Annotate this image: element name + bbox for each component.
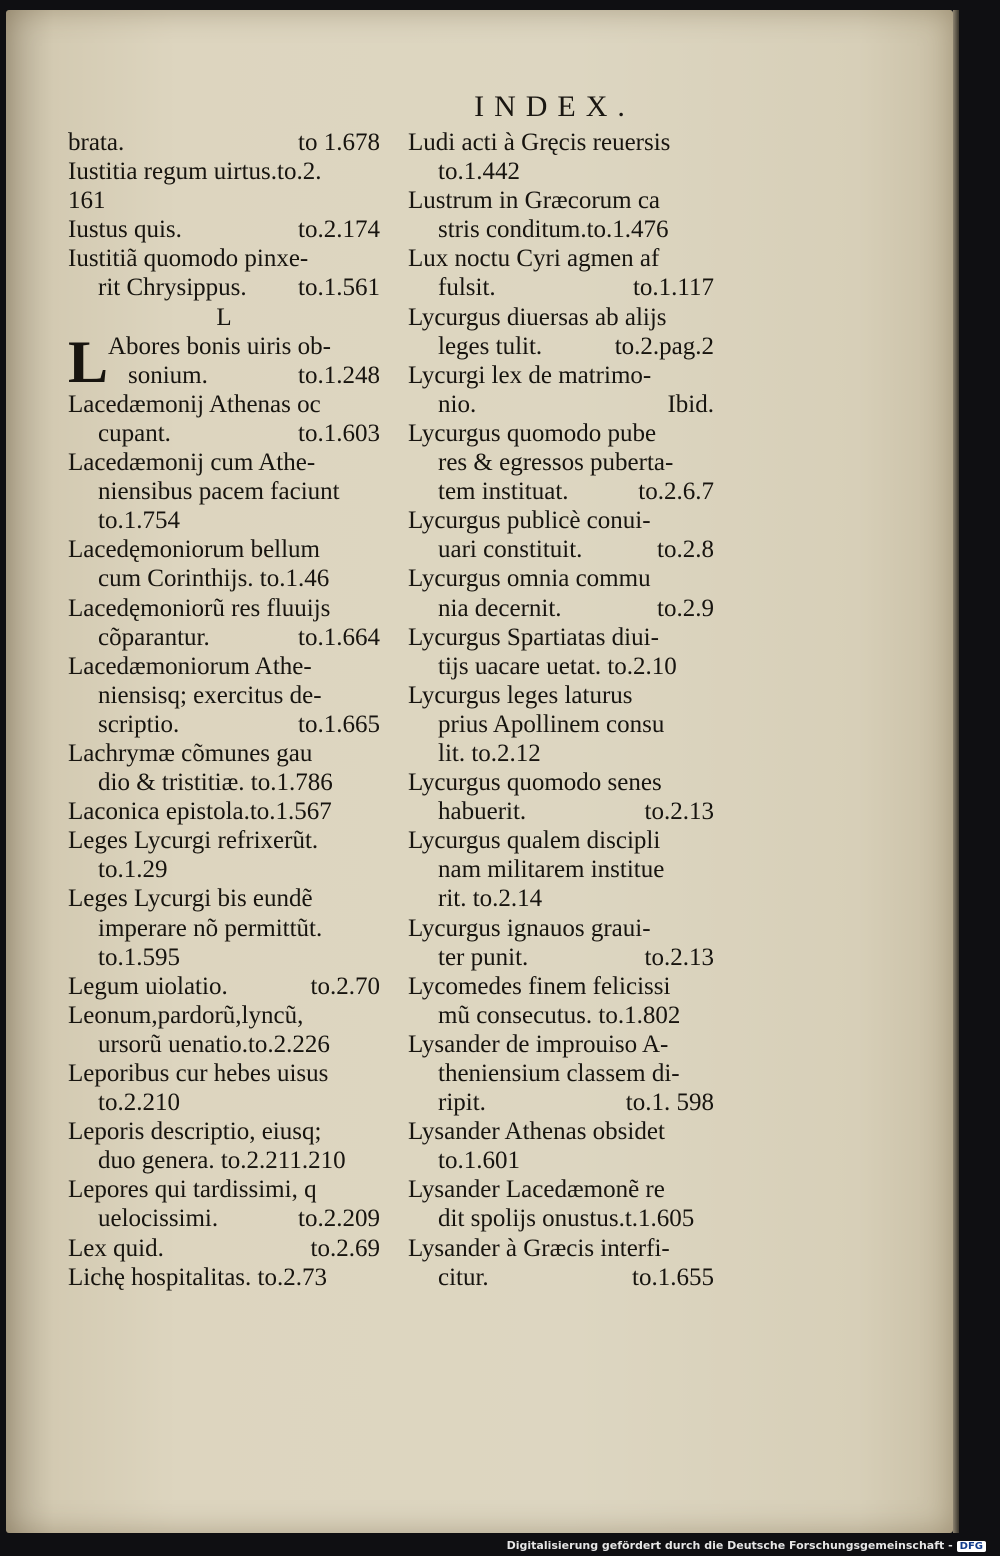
entry-line	[408, 681, 714, 710]
index-entry	[408, 1030, 714, 1117]
entry-line	[68, 128, 380, 157]
entry-text: Lycurgi lex de matrimo-	[408, 361, 652, 389]
index-entry	[68, 1001, 380, 1059]
entry-line	[408, 273, 714, 302]
page-reference: to.2.174	[298, 216, 380, 244]
page-reference: to.2.13	[644, 943, 714, 971]
entry-line	[68, 332, 380, 361]
page-reference: to.2.209	[298, 1205, 380, 1233]
entry-text: Lysander Lacedæmonẽ re	[408, 1176, 665, 1204]
page-reference: to.1. 598	[625, 1089, 714, 1117]
entry-text: Lachrymæ cõmunes gau	[68, 739, 313, 767]
entry-line	[408, 1146, 714, 1175]
entry-text: mũ consecutus. to.1.802	[438, 1001, 681, 1029]
entry-text: Leporibus cur hebes uisus	[68, 1060, 329, 1087]
entry-text: rit Chrysippus.	[98, 274, 247, 302]
funding-footer	[507, 1539, 986, 1552]
entry-text: Lux noctu Cyri agmen af	[408, 245, 660, 273]
index-entry	[68, 157, 380, 215]
entry-text: lit. to.2.12	[438, 739, 541, 767]
entry-text: to.1.595	[98, 943, 180, 971]
page-reference: Ibid.	[667, 390, 714, 418]
entry-line	[68, 273, 380, 302]
entry-text: to.1.442	[438, 158, 520, 186]
entry-text: nam militarem institue	[438, 856, 665, 884]
entry-line	[68, 1059, 380, 1088]
entry-text: Leges Lycurgi bis eundẽ	[68, 885, 313, 913]
entry-text: Leges Lycurgi refrixerũt.	[68, 827, 319, 855]
entry-line	[408, 128, 714, 157]
entry-text: dit spolijs onustus.t.1.605	[438, 1205, 695, 1233]
entry-text: Lycurgus publicè conui-	[408, 507, 651, 535]
entry-text: Lycurgus quomodo pube	[408, 419, 657, 447]
page-reference: to.1.664	[298, 623, 380, 651]
entry-line	[68, 361, 380, 390]
entry-line	[68, 1001, 380, 1030]
entry-line	[68, 768, 380, 797]
entry-line	[68, 419, 380, 448]
entry-text: Leonum,pardorũ,lyncũ,	[68, 1001, 304, 1029]
entry-text: scriptio.	[98, 710, 180, 738]
entry-text: Iustus quis.	[68, 216, 182, 244]
entry-line	[408, 1001, 714, 1030]
book-page	[6, 10, 953, 1533]
entry-text: stris conditum.to.1.476	[438, 216, 669, 244]
entry-text: Lycurgus leges laturus	[408, 681, 633, 709]
entry-text: Lycurgus Spartiatas diui-	[408, 623, 659, 651]
entry-text: sonium.	[128, 361, 208, 389]
entry-line	[68, 1234, 380, 1263]
entry-line	[408, 884, 714, 913]
entry-line	[408, 943, 714, 972]
index-entry	[68, 244, 380, 302]
entry-line	[408, 1204, 714, 1233]
entry-line	[408, 1030, 714, 1059]
index-entry	[68, 448, 380, 535]
entry-line	[408, 623, 714, 652]
entry-text: Abores bonis uiris ob-	[108, 332, 331, 360]
entry-text: brata.	[68, 129, 125, 156]
page-reference: to.1.248	[298, 361, 380, 389]
index-entry	[68, 972, 380, 1001]
page-reference: to.2.69	[310, 1234, 380, 1262]
entry-text: Lacedęmoniorum bellum	[68, 536, 321, 564]
entry-line	[68, 972, 380, 1001]
entry-text: tem instituat.	[438, 478, 569, 506]
index-column-right	[408, 128, 714, 1292]
entry-line	[408, 710, 714, 739]
dfg-logo: DFG	[957, 1541, 986, 1552]
entry-line	[408, 739, 714, 768]
entry-text: Lycurgus omnia commu	[408, 565, 651, 593]
entry-text: cõparantur.	[98, 623, 210, 651]
index-entry	[408, 681, 714, 768]
entry-line	[68, 1175, 380, 1204]
entry-text: imperare nõ permittũt.	[98, 914, 323, 942]
entry-text: to.1.754	[98, 507, 180, 535]
entry-line	[408, 564, 714, 593]
index-entry	[408, 128, 714, 186]
entry-text: Iustitia regum uirtus.to.2.	[68, 158, 322, 186]
entry-line	[408, 244, 714, 273]
entry-text: niensibus pacem faciunt	[98, 478, 340, 506]
entry-text: Lycurgus qualem discipli	[408, 827, 661, 855]
entry-line	[408, 448, 714, 477]
index-entry	[68, 328, 380, 395]
index-entry	[68, 215, 380, 244]
entry-line	[68, 710, 380, 739]
entry-line	[68, 564, 380, 593]
entry-line	[408, 914, 714, 943]
entry-line	[408, 303, 714, 332]
entry-line	[68, 855, 380, 884]
index-entry	[68, 739, 380, 797]
entry-line	[68, 884, 380, 913]
entry-line	[408, 535, 714, 564]
page-reference: to.1.117	[632, 274, 714, 302]
entry-text: rit. to.2.14	[438, 885, 543, 913]
page-reference: to.2.13	[644, 798, 714, 826]
entry-text: duo genera. to.2.211.210	[98, 1147, 346, 1175]
entry-text: to.2.210	[98, 1089, 180, 1117]
entry-text: Lysander à Græcis interfi-	[408, 1234, 670, 1262]
entry-text: Lacedęmoniorũ res fluuijs	[68, 594, 331, 622]
entry-line	[408, 1234, 714, 1263]
entry-text: tijs uacare uetat. to.2.10	[438, 652, 677, 680]
entry-text: Iustitiã quomodo pinxe-	[68, 245, 309, 273]
section-letter-heading: L	[216, 303, 232, 331]
index-entry	[68, 797, 380, 826]
page-reference: to.1.603	[298, 419, 380, 447]
entry-text: Leporis descriptio, eiusq;	[68, 1118, 322, 1146]
entry-line	[408, 1117, 714, 1146]
entry-text: Laconica epistola.to.1.567	[68, 798, 332, 826]
entry-line	[68, 1088, 380, 1117]
entry-text: citur.	[438, 1263, 489, 1291]
entry-line	[68, 1146, 380, 1175]
page-reference: to.2.70	[310, 972, 380, 1000]
entry-line	[408, 1263, 714, 1292]
entry-text: niensisq; exercitus de-	[98, 681, 322, 709]
index-entry	[408, 1234, 714, 1292]
index-entry	[408, 1175, 714, 1233]
entry-line	[408, 157, 714, 186]
page-reference: to.2.pag.2	[614, 332, 714, 360]
entry-line	[68, 535, 380, 564]
index-entry	[68, 1117, 380, 1175]
entry-text: Lycurgus ignauos graui-	[408, 914, 651, 942]
index-entry	[408, 768, 714, 826]
entry-text: Lepores qui tardissimi, q	[68, 1176, 317, 1204]
page-reference: to.2.6.7	[638, 478, 714, 506]
index-entry	[408, 361, 714, 419]
index-entry	[68, 826, 380, 884]
entry-line	[68, 390, 380, 419]
entry-line	[408, 594, 714, 623]
entry-text: Lacedæmonij cum Athe-	[68, 449, 316, 477]
entry-text: Lex quid.	[68, 1234, 164, 1262]
entry-line	[408, 332, 714, 361]
entry-text: Lacedæmoniorum Athe-	[68, 652, 312, 680]
entry-line	[408, 797, 714, 826]
index-entry	[68, 652, 380, 739]
entry-line	[68, 1263, 380, 1292]
entry-line	[68, 594, 380, 623]
entry-text: Lycomedes finem felicissi	[408, 972, 671, 1000]
entry-line	[68, 215, 380, 244]
page-reference: to.1.655	[632, 1263, 714, 1291]
entry-text: dio & tristitiæ. to.1.786	[98, 769, 333, 797]
entry-text: to.1.601	[438, 1147, 520, 1175]
page-reference: to.2.9	[657, 594, 714, 622]
entry-text: nia decernit.	[438, 594, 562, 622]
entry-line	[408, 972, 714, 1001]
entry-line	[68, 477, 380, 506]
entry-text: cum Corinthijs. to.1.46	[98, 565, 330, 593]
entry-text: res & egressos puberta-	[438, 449, 674, 477]
entry-line	[68, 652, 380, 681]
entry-text: Lysander Athenas obsidet	[408, 1118, 665, 1146]
entry-line	[68, 448, 380, 477]
entry-text: uari constituit.	[438, 536, 583, 564]
entry-line	[68, 623, 380, 652]
entry-text: Lycurgus quomodo senes	[408, 769, 662, 797]
entry-line	[408, 826, 714, 855]
entry-text: Ludi acti à Gręcis reuersis	[408, 129, 671, 156]
entry-text: fulsit.	[438, 274, 496, 302]
entry-text: cupant.	[98, 419, 171, 447]
entry-text: habuerit.	[438, 798, 527, 826]
entry-line	[68, 244, 380, 273]
entry-line	[408, 186, 714, 215]
entry-line	[68, 943, 380, 972]
index-entry	[408, 303, 714, 361]
index-entry	[68, 1263, 380, 1292]
index-entry	[408, 623, 714, 681]
entry-text: Lustrum in Græcorum ca	[408, 187, 661, 215]
entry-line	[408, 1175, 714, 1204]
index-entry	[408, 506, 714, 564]
drop-cap-initial: L	[68, 328, 109, 395]
entry-text: to.1.29	[98, 856, 168, 884]
entry-line	[68, 1117, 380, 1146]
footer-text: Digitalisierung gefördert durch die Deutsche Forschungsgemeinschaft -	[506, 1539, 953, 1552]
entry-line	[68, 826, 380, 855]
entry-line	[68, 681, 380, 710]
index-entry	[408, 826, 714, 913]
entry-line	[408, 506, 714, 535]
entry-text: uelocissimi.	[98, 1205, 219, 1233]
entry-line	[68, 157, 380, 186]
page-reference: to.1.561	[298, 274, 380, 302]
page-reference: to.1.665	[298, 710, 380, 738]
entry-line	[68, 797, 380, 826]
entry-line	[408, 1088, 714, 1117]
entry-line	[68, 914, 380, 943]
index-entry	[408, 186, 714, 244]
index-entry	[408, 564, 714, 622]
entry-line	[408, 390, 714, 419]
page-reference: to 1.678	[298, 129, 380, 156]
entry-line	[68, 186, 380, 215]
entry-text: 161	[68, 187, 106, 215]
entry-line	[68, 1030, 380, 1059]
index-entry	[408, 914, 714, 972]
index-entry	[408, 972, 714, 1030]
entry-text: ursorũ uenatio.to.2.226	[98, 1030, 330, 1058]
index-entry	[68, 535, 380, 593]
index-entry	[408, 419, 714, 506]
page-edge	[953, 10, 959, 1533]
index-entry	[408, 1117, 714, 1175]
entry-text: Lacedæmonij Athenas oc	[68, 390, 321, 418]
entry-line	[408, 215, 714, 244]
index-entry	[68, 884, 380, 971]
entry-text: Legum uiolatio.	[68, 972, 228, 1000]
entry-text: leges tulit.	[438, 332, 543, 360]
index-entry	[408, 244, 714, 302]
page-reference: to.2.8	[657, 536, 714, 564]
entry-text: nio.	[438, 390, 477, 418]
entry-line	[68, 506, 380, 535]
entry-text: ter punit.	[438, 943, 529, 971]
index-entry	[68, 390, 380, 448]
entry-text: Lichę hospitalitas. to.2.73	[68, 1263, 327, 1291]
index-entry	[68, 1234, 380, 1263]
index-entry	[68, 128, 380, 157]
entry-line	[408, 361, 714, 390]
index-entry	[68, 594, 380, 652]
entry-text: Lycurgus diuersas ab alijs	[408, 303, 667, 331]
entry-line	[408, 652, 714, 681]
entry-text: ripit.	[438, 1089, 486, 1117]
entry-line	[408, 477, 714, 506]
entry-text: Lysander de improuiso A-	[408, 1030, 669, 1058]
entry-line	[408, 419, 714, 448]
entry-line	[408, 768, 714, 797]
page-header: INDEX.	[474, 90, 635, 123]
index-entry	[68, 1175, 380, 1233]
entry-line	[408, 855, 714, 884]
index-entry	[68, 1059, 380, 1117]
entry-line	[408, 1059, 714, 1088]
index-column-left	[68, 128, 380, 1292]
entry-line	[68, 739, 380, 768]
entry-line	[68, 1204, 380, 1233]
entry-text: theniensium classem di-	[438, 1060, 680, 1087]
entry-text: prius Apollinem consu	[438, 710, 665, 738]
